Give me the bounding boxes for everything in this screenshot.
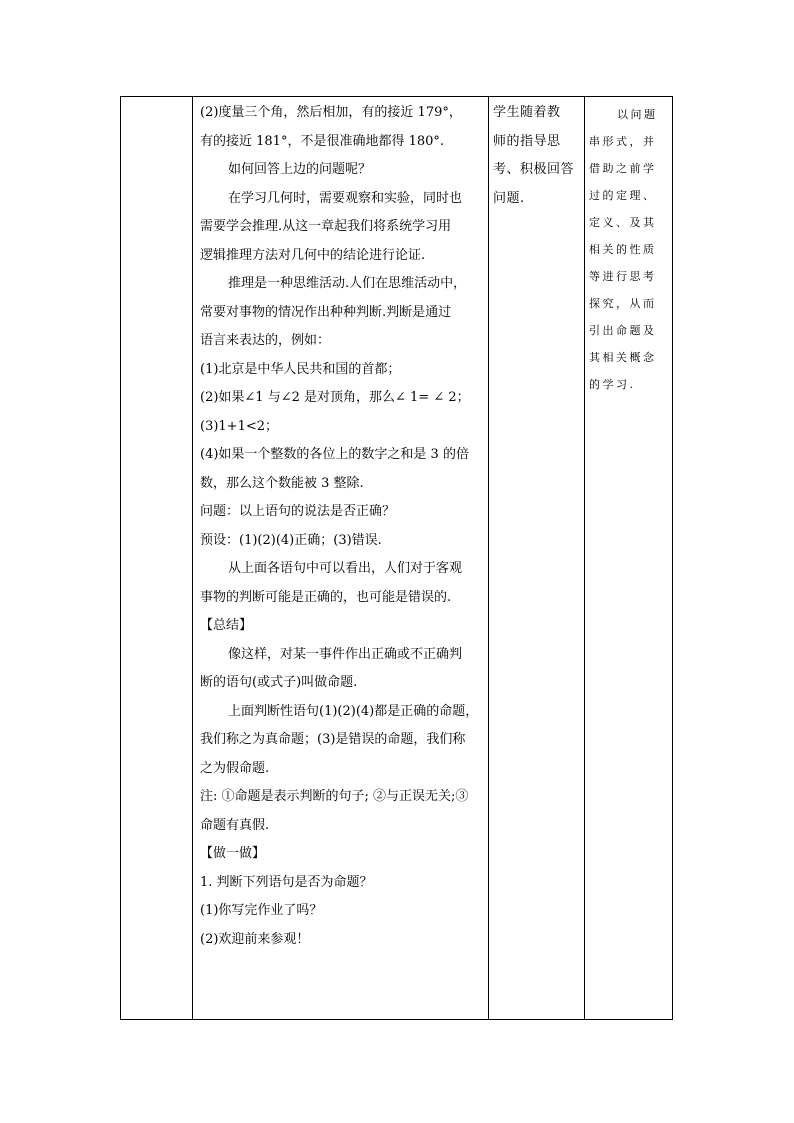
student-activity-column bbox=[489, 97, 585, 1019]
content-line: 上面判断性语句(1)(2)(4)都是正确的命题， bbox=[228, 703, 479, 719]
section-heading-practice: 【做一做】 bbox=[200, 846, 266, 861]
content-line: 问题：以上语句的说法是否正确？ bbox=[200, 504, 396, 519]
teaching-content bbox=[200, 99, 484, 954]
content-line: 事物的判断可能是正确的，也可能是错误的. bbox=[200, 589, 452, 605]
content-line: 在学习几何时，需要观察和实验，同时也 bbox=[228, 190, 463, 206]
content-line: 语言来表达的，例如： bbox=[200, 333, 331, 348]
content-line: 常要对事物的情况作出种种判断.判断是通过 bbox=[200, 304, 452, 320]
content-line: 数，那么这个数能被 3 整除. bbox=[200, 475, 364, 491]
content-line: 有的接近 181°，不是很准确地都得 180°. bbox=[200, 133, 445, 149]
content-line: (4)如果一个整数的各位上的数字之和是 3 的倍 bbox=[200, 447, 469, 462]
content-line: 如何回答上边的问题呢？ bbox=[228, 162, 372, 177]
student-activity-text bbox=[493, 99, 581, 213]
design-line: 的学习. bbox=[589, 378, 636, 391]
design-line: 过的定理、 bbox=[589, 189, 657, 202]
content-line: (3)1+1<2； bbox=[200, 418, 279, 434]
content-line: (1)你写完作业了吗？ bbox=[200, 903, 323, 918]
student-line: 问题. bbox=[493, 190, 525, 206]
student-line: 师的指导思 bbox=[493, 133, 561, 149]
content-line: 之为假命题. bbox=[200, 760, 270, 776]
content-line: 1. 判断下列语句是否为命题？ bbox=[200, 874, 373, 890]
content-line: 从上面各语句中可以看出，人们对于客观 bbox=[228, 561, 463, 576]
stage-column bbox=[121, 97, 193, 1019]
content-line: 我们称之为真命题；(3)是错误的命题，我们称 bbox=[200, 732, 466, 747]
design-line: 借助之前学 bbox=[589, 162, 657, 175]
design-line: 引出命题及 bbox=[589, 324, 657, 337]
design-line: 以问题 bbox=[617, 108, 658, 121]
section-heading-summary: 【总结】 bbox=[200, 618, 253, 633]
design-line: 定义、及其 bbox=[589, 216, 657, 229]
content-line: (2)如果∠1 与∠2 是对顶角，那么∠ 1= ∠ 2； bbox=[200, 390, 470, 405]
student-line: 考、积极回答 bbox=[493, 162, 575, 177]
content-line: 断的语句(或式子)叫做命题. bbox=[200, 675, 358, 690]
design-line: 探究，从而 bbox=[589, 297, 657, 310]
content-line: 命题有真假. bbox=[200, 817, 270, 833]
design-line: 相关的性质 bbox=[589, 243, 657, 256]
content-line: (2)度量三个角，然后相加，有的接近 179°， bbox=[200, 105, 462, 120]
content-line: (1)北京是中华人民共和国的首都； bbox=[200, 361, 401, 377]
content-line: 像这样，对某一事件作出正确或不正确判 bbox=[228, 646, 463, 662]
content-line: 推理是一种思维活动.人们在思维活动中， bbox=[228, 276, 467, 291]
content-line: 需要学会推理.从这一章起我们将系统学习用 bbox=[200, 219, 452, 234]
design-line: 等进行思考 bbox=[589, 270, 657, 283]
design-intent-text bbox=[589, 101, 669, 398]
design-line: 串形式，并 bbox=[589, 135, 657, 148]
design-line: 其相关概念 bbox=[589, 351, 657, 364]
lesson-table bbox=[120, 96, 673, 1020]
content-line: 注: ①命题是表示判断的句子; ②与正误无关;③ bbox=[200, 789, 469, 804]
content-line: 预设：(1)(2)(4)正确；(3)错误. bbox=[200, 532, 382, 548]
content-line: 逻辑推理方法对几何中的结论进行论证. bbox=[200, 247, 426, 263]
content-line: (2)欢迎前来参观！ bbox=[200, 931, 310, 947]
student-line: 学生随着教 bbox=[493, 105, 561, 120]
